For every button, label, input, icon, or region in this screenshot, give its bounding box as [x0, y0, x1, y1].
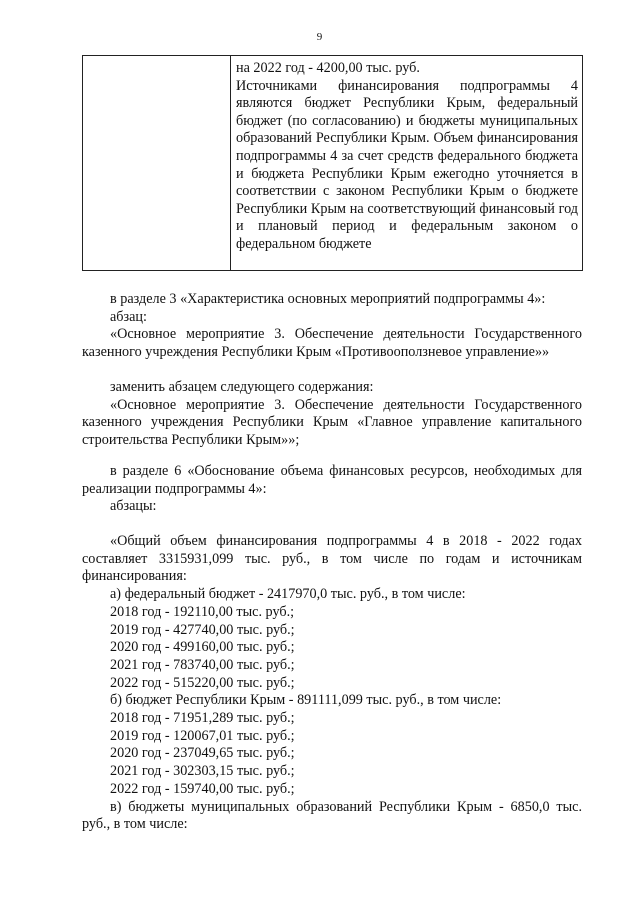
list-item: 2021 год - 783740,00 тыс. руб.; — [110, 656, 295, 673]
list-item: 2018 год - 192110,00 тыс. руб.; — [110, 603, 295, 620]
section6-block — [82, 463, 582, 516]
list-item: 2019 год - 427740,00 тыс. руб.; — [110, 621, 295, 638]
section3-block — [82, 291, 582, 362]
section3-replacement-block — [82, 379, 582, 450]
list-item: 2022 год - 515220,00 тыс. руб.; — [110, 674, 295, 691]
section3-new-text: «Основное мероприятие 3. Обеспечение деятельности Государственного казенного учреждения Республики Крым «Главное управление капитального строительства Республики Крым»»; — [82, 396, 582, 449]
section6-total-text: «Общий объем финансирования подпрограммы 4 в 2018 - 2022 годах составляет 3315931,099 тыс. руб., в том числе по годам и источникам финансирования: — [82, 533, 582, 585]
list-item: 2018 год - 71951,289 тыс. руб.; — [110, 710, 295, 727]
section6-abzacy-label: абзацы: — [110, 498, 157, 515]
section3-abzac-label: абзац: — [110, 308, 147, 325]
table-line-2022: на 2022 год - 4200,00 тыс. руб. — [236, 60, 420, 76]
crimea-budget-header: б) бюджет Республики Крым - 891111,099 тыс. руб., в том числе: — [110, 692, 502, 709]
section6-intro: в разделе 6 «Обоснование объема финансовых ресурсов, необходимых для реализации подпрограммы 4»: — [82, 463, 582, 497]
list-item: 2022 год - 159740,00 тыс. руб.; — [110, 780, 295, 797]
funding-table — [82, 55, 583, 271]
section3-replace-label: заменить абзацем следующего содержания: — [110, 379, 374, 395]
section3-old-text: «Основное мероприятие 3. Обеспечение деятельности Государственного казенного учреждения Республики Крым «Противооползневое управление»» — [82, 326, 582, 361]
table-right-cell — [231, 56, 582, 270]
table-left-cell — [83, 56, 231, 270]
municipal-budget-header: в) бюджеты муниципальных образований Республики Крым - 6850,0 тыс. руб., в том числе: — [82, 798, 582, 833]
section6-content — [82, 533, 582, 834]
list-item: 2020 год - 237049,65 тыс. руб.; — [110, 745, 295, 762]
table-funding-sources: Источниками финансирования подпрограммы 4 являются бюджет Республики Крым, федеральный бюджет (по согласованию) и бюджеты муниципальных образований Республики Крым. Объем финансирования подпрограммы 4 за счет средств федерального бюджета и бюджета Республики Крым ежегодно уточняется в соответствии с законом Республики Крым о бюджете Республики Крым на соответствующий финансовый год и плановый период и федеральным законом о федеральном бюджете — [236, 77, 578, 252]
federal-budget-header: а) федеральный бюджет - 2417970,0 тыс. руб., в том числе: — [110, 586, 466, 603]
list-item: 2019 год - 120067,01 тыс. руб.; — [110, 727, 295, 744]
page-number: 9 — [316, 31, 323, 43]
list-item: 2021 год - 302303,15 тыс. руб.; — [110, 763, 295, 780]
section3-intro: в разделе 3 «Характеристика основных мероприятий подпрограммы 4»: — [110, 291, 546, 307]
list-item: 2020 год - 499160,00 тыс. руб.; — [110, 639, 295, 656]
